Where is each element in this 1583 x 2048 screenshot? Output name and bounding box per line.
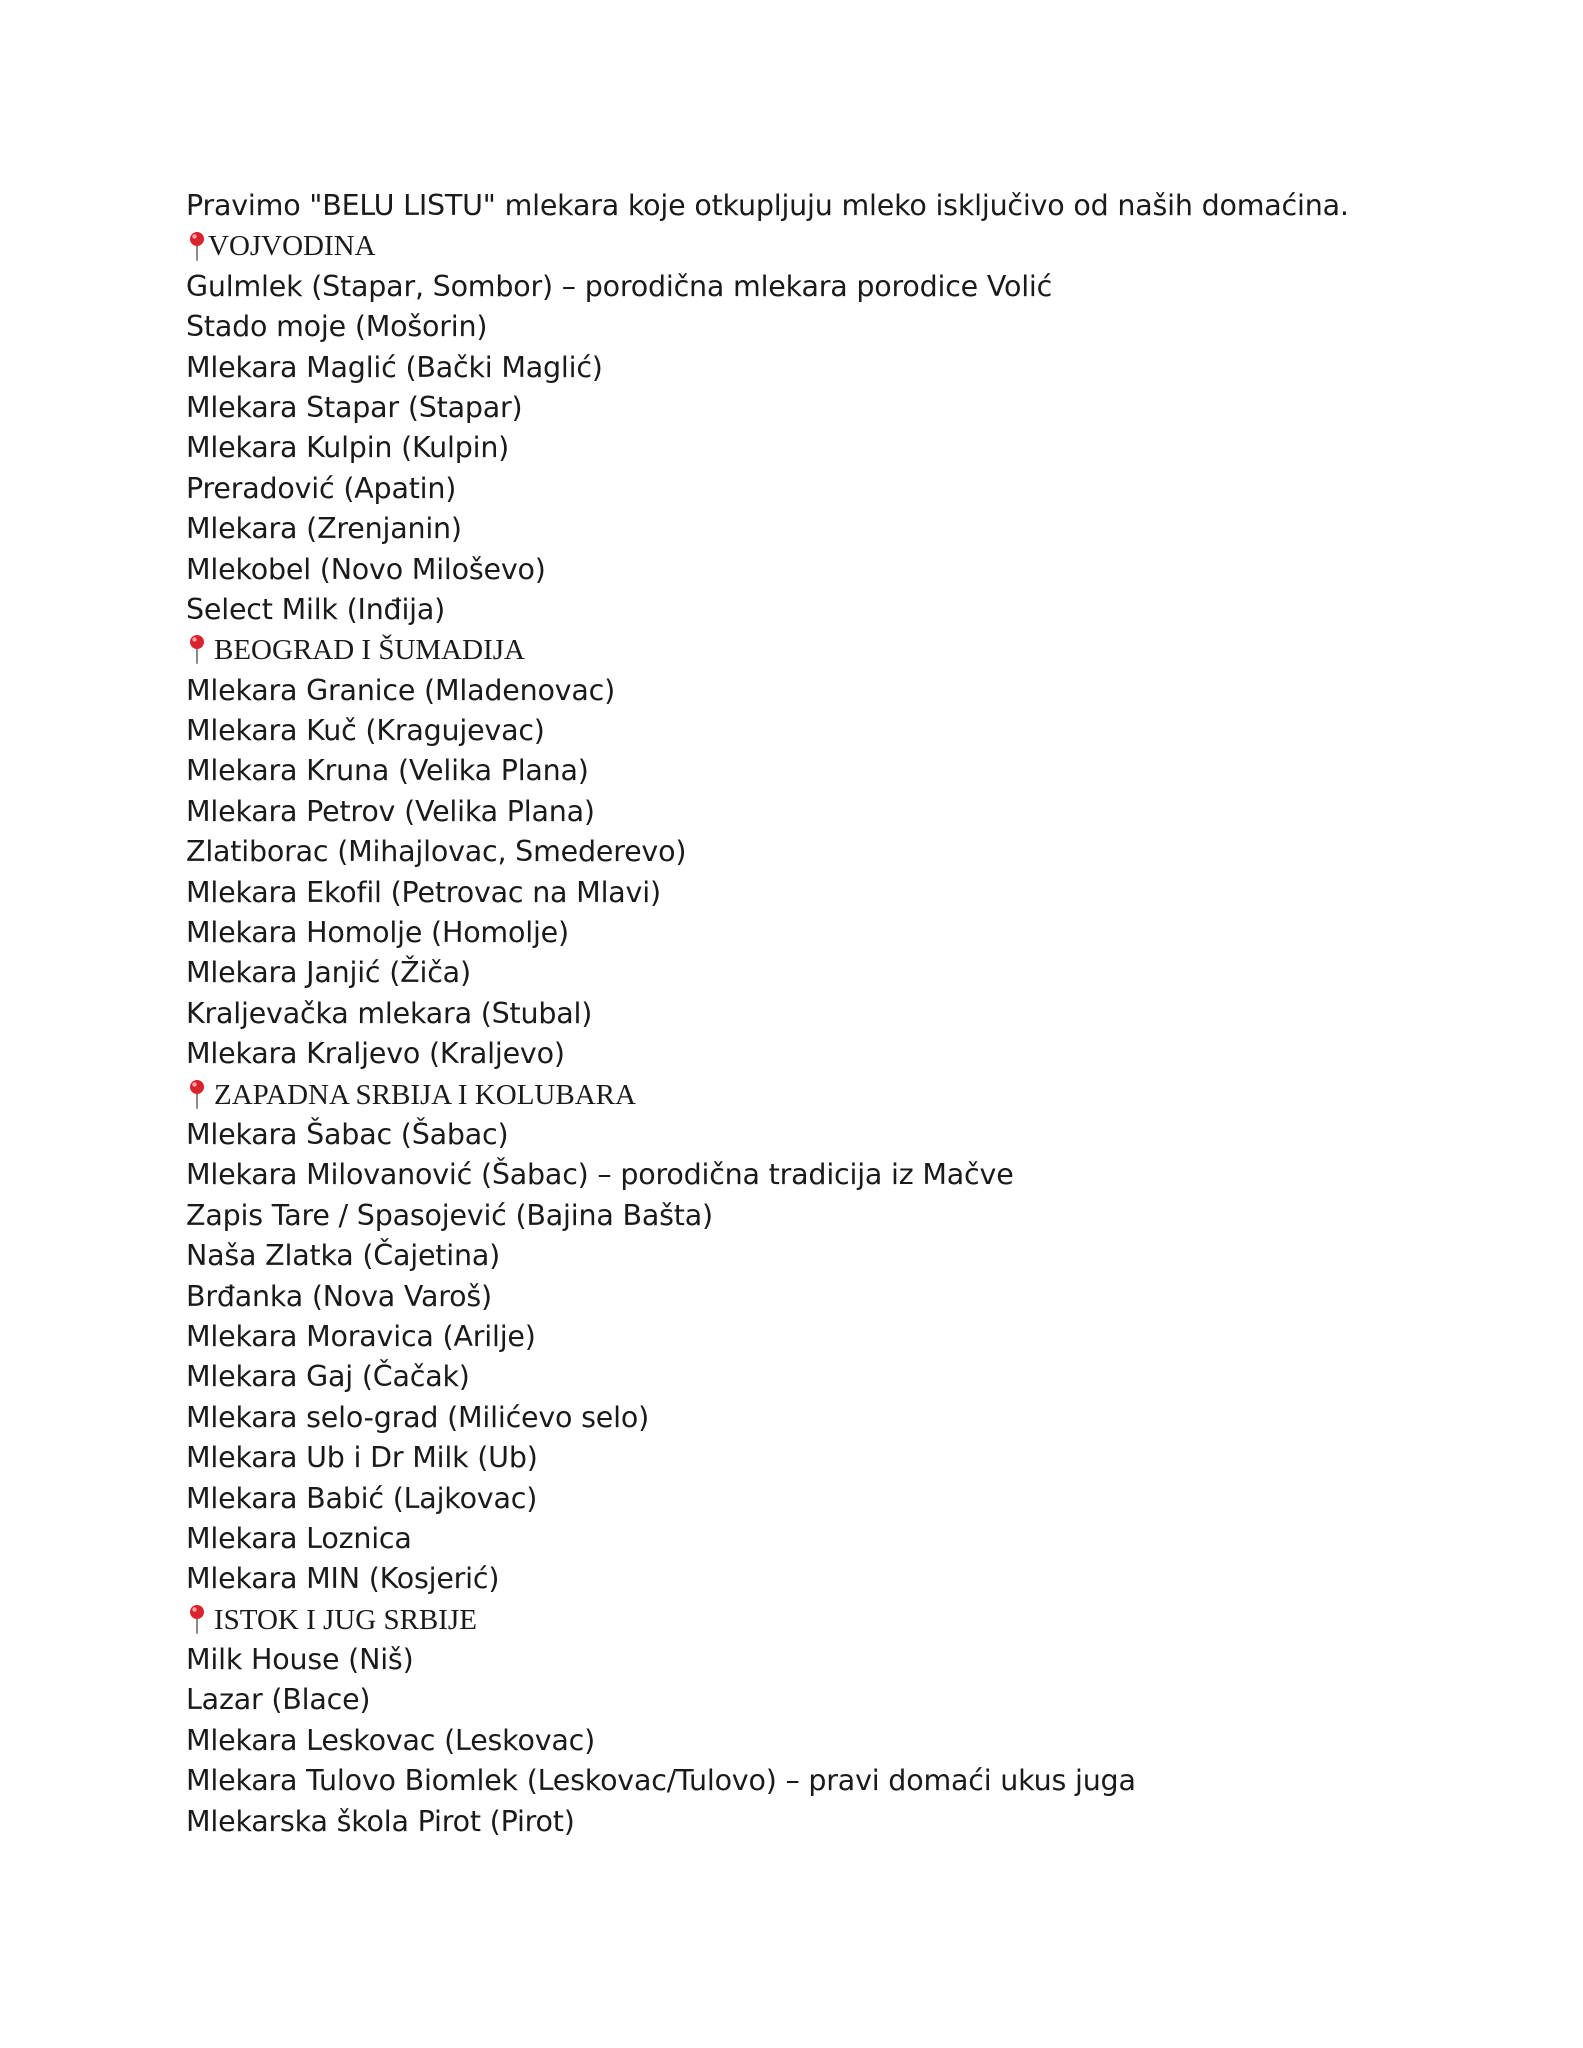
list-item: Milk House (Niš) — [186, 1643, 414, 1677]
list-item: Kraljevačka mlekara (Stubal) — [186, 996, 593, 1030]
list-item: Mlekarska škola Pirot (Pirot) — [186, 1804, 575, 1838]
list-item: Mlekara Ub i Dr Milk (Ub) — [186, 1441, 538, 1475]
section-title: VOJVODINA — [208, 230, 376, 263]
list-item: Stado moje (Mošorin) — [186, 310, 488, 344]
section-heading-beograd-sumadija — [186, 630, 1486, 670]
list-item: Mlekara Janjić (Žiča) — [186, 956, 471, 990]
section-title: ISTOK I JUG SRBIJE — [214, 1603, 477, 1636]
round-pushpin-icon — [186, 229, 208, 265]
list-item: Mlekara Petrov (Velika Plana) — [186, 794, 595, 828]
list-item: Mlekara Šabac (Šabac) — [186, 1117, 509, 1151]
list-item: Mlekara selo-grad (Milićevo selo) — [186, 1400, 650, 1434]
list-item: Mlekara Gaj (Čačak) — [186, 1360, 470, 1394]
list-item: Mlekara Kuč (Kragujevac) — [186, 714, 545, 748]
list-item: Mlekara Kulpin (Kulpin) — [186, 431, 510, 465]
list-item: Mlekara Babić (Lajkovac) — [186, 1481, 538, 1515]
list-item: Mlekara Leskovac (Leskovac) — [186, 1723, 596, 1757]
list-item: Mlekara Stapar (Stapar) — [186, 390, 523, 424]
section-title: ZAPADNA SRBIJA I KOLUBARA — [214, 1078, 636, 1111]
list-item: Mlekara Loznica — [186, 1521, 412, 1555]
list-item: Mlekara Maglić (Bački Maglić) — [186, 350, 603, 384]
section-heading-zapadna-srbija — [186, 1075, 1486, 1115]
section-heading-vojvodina — [186, 226, 1486, 266]
list-item: Gulmlek (Stapar, Sombor) – porodična mlekara porodice Volić — [186, 269, 1053, 303]
list-item: Mlekara MIN (Kosjerić) — [186, 1562, 500, 1596]
list-item: Naša Zlatka (Čajetina) — [186, 1239, 501, 1273]
list-item: Mlekobel (Novo Miloševo) — [186, 552, 546, 586]
list-item: Mlekara Ekofil (Petrovac na Mlavi) — [186, 875, 661, 909]
section-title: BEOGRAD I ŠUMADIJA — [214, 634, 525, 667]
round-pushpin-icon — [186, 1077, 208, 1113]
list-item: Mlekara Tulovo Biomlek (Leskovac/Tulovo) – pravi domaći ukus juga — [186, 1764, 1136, 1798]
intro-text: Pravimo "BELU LISTU" mlekara koje otkupljuju mleko isključivo od naših domaćina. — [186, 189, 1349, 222]
list-item: Mlekara (Zrenjanin) — [186, 512, 462, 546]
list-item: Mlekara Granice (Mladenovac) — [186, 673, 615, 707]
round-pushpin-icon — [186, 1602, 208, 1638]
list-item: Preradović (Apatin) — [186, 471, 457, 505]
list-item: Mlekara Homolje (Homolje) — [186, 916, 569, 950]
list-item: Select Milk (Inđija) — [186, 592, 446, 626]
document-body — [186, 186, 1486, 1842]
section-heading-istok-jug — [186, 1600, 1486, 1640]
list-item: Mlekara Moravica (Arilje) — [186, 1319, 536, 1353]
list-item: Lazar (Blace) — [186, 1683, 371, 1717]
list-item: Mlekara Kruna (Velika Plana) — [186, 754, 589, 788]
list-item: Brđanka (Nova Varoš) — [186, 1279, 492, 1313]
list-item: Zapis Tare / Spasojević (Bajina Bašta) — [186, 1198, 713, 1232]
list-item: Mlekara Kraljevo (Kraljevo) — [186, 1037, 565, 1071]
list-item: Zlatiborac (Mihajlovac, Smederevo) — [186, 835, 687, 869]
list-item: Mlekara Milovanović (Šabac) – porodična tradicija iz Mačve — [186, 1158, 1014, 1192]
round-pushpin-icon — [186, 632, 208, 668]
